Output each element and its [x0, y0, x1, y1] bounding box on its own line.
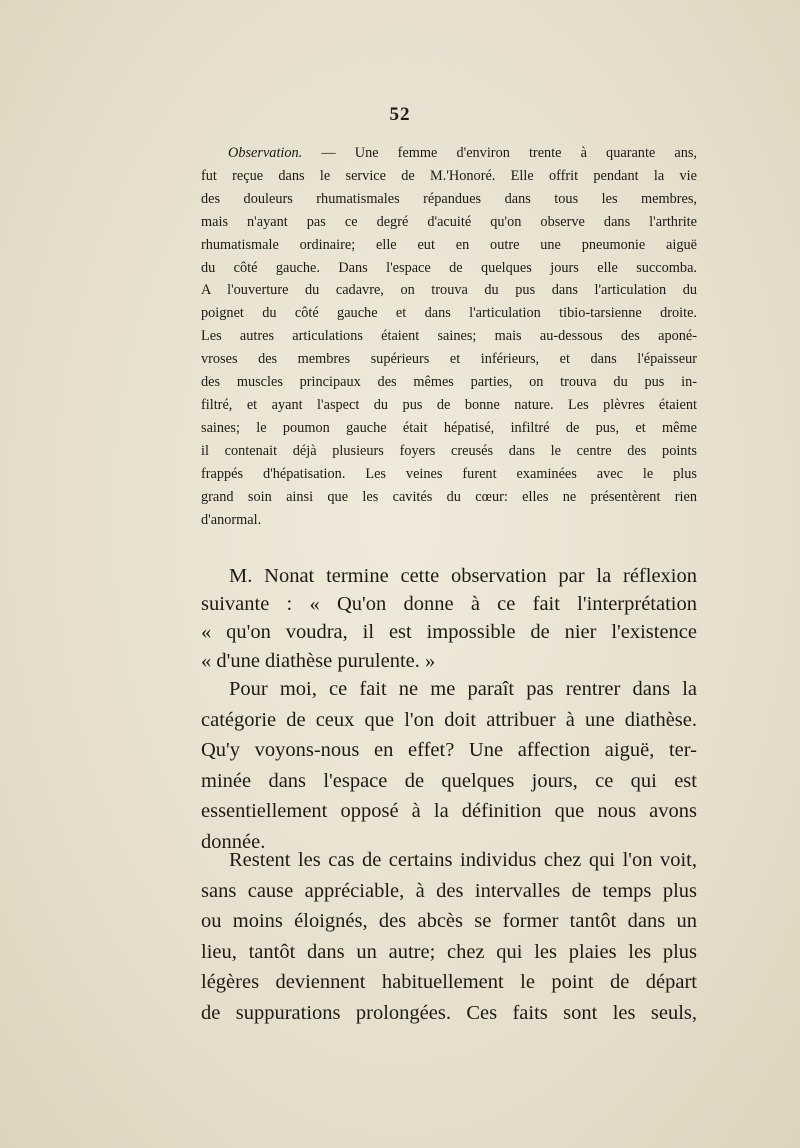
observation-line: filtré, et ayant l'aspect du pus de bonne nature. Les plèvres étaient	[201, 396, 697, 413]
paragraph-line: suivante : « Qu'on donne à ce fait l'interprétation	[201, 593, 697, 616]
observation-line: des douleurs rhumatismales répandues dans tous les membres,	[201, 190, 697, 207]
observation-paragraph	[201, 142, 697, 531]
paragraph-line: ou moins éloignés, des abcès se former tantôt dans un	[201, 910, 697, 933]
paragraph-line: de suppurations prolongées. Ces faits sont les seuls,	[201, 1001, 697, 1024]
observation-line: frappés d'hépatisation. Les veines furent examinées avec le plus	[201, 465, 697, 482]
observation-label: Observation.	[228, 145, 303, 161]
observation-line: des muscles principaux des mêmes parties, on trouva du pus in-	[201, 374, 697, 391]
paragraph-line: catégorie de ceux que l'on doit attribuer à une diathèse.	[201, 708, 697, 731]
paragraph-line: Restent les cas de certains individus chez qui l'on voit,	[229, 849, 697, 871]
paragraph-line: essentiellement opposé à la définition que nous avons	[201, 800, 697, 823]
observation-line: Les autres articulations étaient saines; mais au-dessous des aponé-	[201, 328, 697, 345]
observation-line: poignet du côté gauche et dans l'articulation tibio-tarsienne droite.	[201, 305, 697, 322]
paragraph-line: « d'une diathèse purulente. »	[201, 649, 436, 672]
observation-line: mais n'ayant pas ce degré d'acuité qu'on observe dans l'arthrite	[201, 213, 697, 230]
observation-line	[201, 142, 697, 165]
paragraph-line: Pour moi, ce fait ne me paraît pas rentrer dans la	[229, 678, 697, 700]
observation-line: grand soin ainsi que les cavités du cœur: elles ne présentèrent rien	[201, 488, 697, 505]
observation-line: rhumatismale ordinaire; elle eut en outre une pneumonie aiguë	[201, 236, 697, 253]
diathesis-paragraph	[201, 674, 697, 858]
observation-line: vroses des membres supérieurs et inférieurs, et dans l'épaisseur	[201, 351, 697, 368]
page-number: 52	[389, 104, 411, 125]
paragraph-line: minée dans l'espace de quelques jours, ce qui est	[201, 769, 697, 792]
paragraph-line: sans cause appréciable, à des intervalles de temps plus	[201, 879, 697, 902]
restent-paragraph	[201, 845, 697, 1029]
observation-line: saines; le poumon gauche était hépatisé, infiltré de pus, et même	[201, 419, 697, 436]
observation-line: d'anormal.	[201, 511, 262, 528]
paragraph-line: lieu, tantôt dans un autre; chez qui les plaies les plus	[201, 940, 697, 963]
paragraph-line: donnée.	[201, 830, 266, 853]
observation-line: du côté gauche. Dans l'espace de quelques jours elle succomba.	[201, 259, 697, 276]
observation-line: fut reçue dans le service de M.'Honoré. Elle offrit pendant la vie	[201, 167, 697, 184]
observation-line: il contenait déjà plusieurs foyers creusés dans le centre des points	[201, 442, 697, 459]
observation-line: A l'ouverture du cadavre, on trouva du pus dans l'articulation du	[201, 282, 697, 299]
observation-line-text: — Une femme d'environ trente à quarante ans,	[302, 145, 697, 161]
nonat-paragraph	[201, 562, 697, 675]
paragraph-line: Qu'y voyons-nous en effet? Une affection aiguë, ter-	[201, 739, 697, 762]
paragraph-line: M. Nonat termine cette observation par la réflexion	[229, 565, 697, 587]
paragraph-line: « qu'on voudra, il est impossible de nier l'existence	[201, 621, 697, 644]
paragraph-line: légères deviennent habituellement le point de départ	[201, 971, 697, 994]
